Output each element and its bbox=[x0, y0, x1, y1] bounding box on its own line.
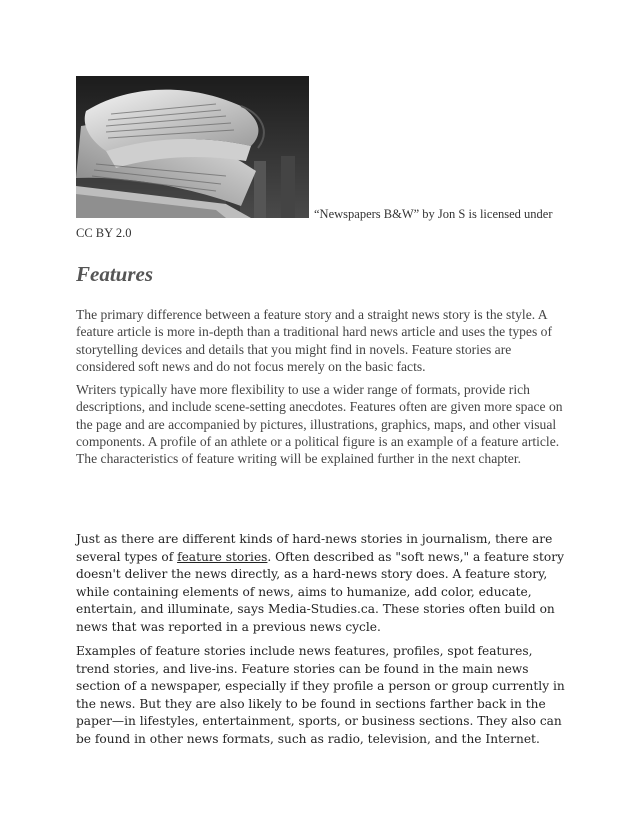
paragraph-text: Just as there are different kinds of hard-news stories in journalism, there are several types of bbox=[76, 532, 553, 564]
image-caption: “Newspapers B&W” by Jon S is licensed under bbox=[314, 207, 553, 221]
newspapers-photo bbox=[76, 76, 309, 218]
feature-stories-link[interactable]: feature stories bbox=[177, 549, 268, 564]
paragraph-feature-difference: The primary difference between a feature story and a straight news story is the style. A feature article is more in-depth than a traditional hard news article and uses the types of storytelling devices and details that you might find in novels. Feature stories are considered soft news and do not focus merely on the basic facts. bbox=[76, 307, 552, 374]
paragraph-examples: Examples of feature stories include news features, profiles, spot features, trend stories, and live-ins. Feature stories can be found in the main news section of a newspaper, especially if they profile a person or group currently in the news. But they are also likely to be found in sections farther back in the paper—in lifestyles, entertainment, sports, or business sections. They also can be found in other news formats, such as radio, television, and the Internet. bbox=[76, 644, 565, 746]
image-license: CC BY 2.0 bbox=[76, 226, 132, 240]
paragraph-writer-flexibility: Writers typically have more flexibility to use a wider range of formats, provide rich descriptions, and include scene-setting anecdotes. Features often are given more space on the page and are accompanied by pictures, illustrations, graphics, maps, and other visual components. A profile of an athlete or a political figure is an example of a feature article. The characteristics of feature writing will be explained further in the next chapter. bbox=[76, 382, 563, 467]
paragraph-text: . Often described as "soft news," a feature story doesn't deliver the news directly, as a hard-news story does. A feature story, while containing elements of news, aims to humanize, add color, educate, entertain, and illuminate, says Media-Studies.ca. These stories often build on news that was reported in a previous news cycle. bbox=[76, 549, 564, 634]
section-heading: Features bbox=[76, 262, 154, 286]
paragraph-kinds-of-stories bbox=[76, 531, 566, 637]
newspapers-illustration bbox=[76, 76, 309, 218]
